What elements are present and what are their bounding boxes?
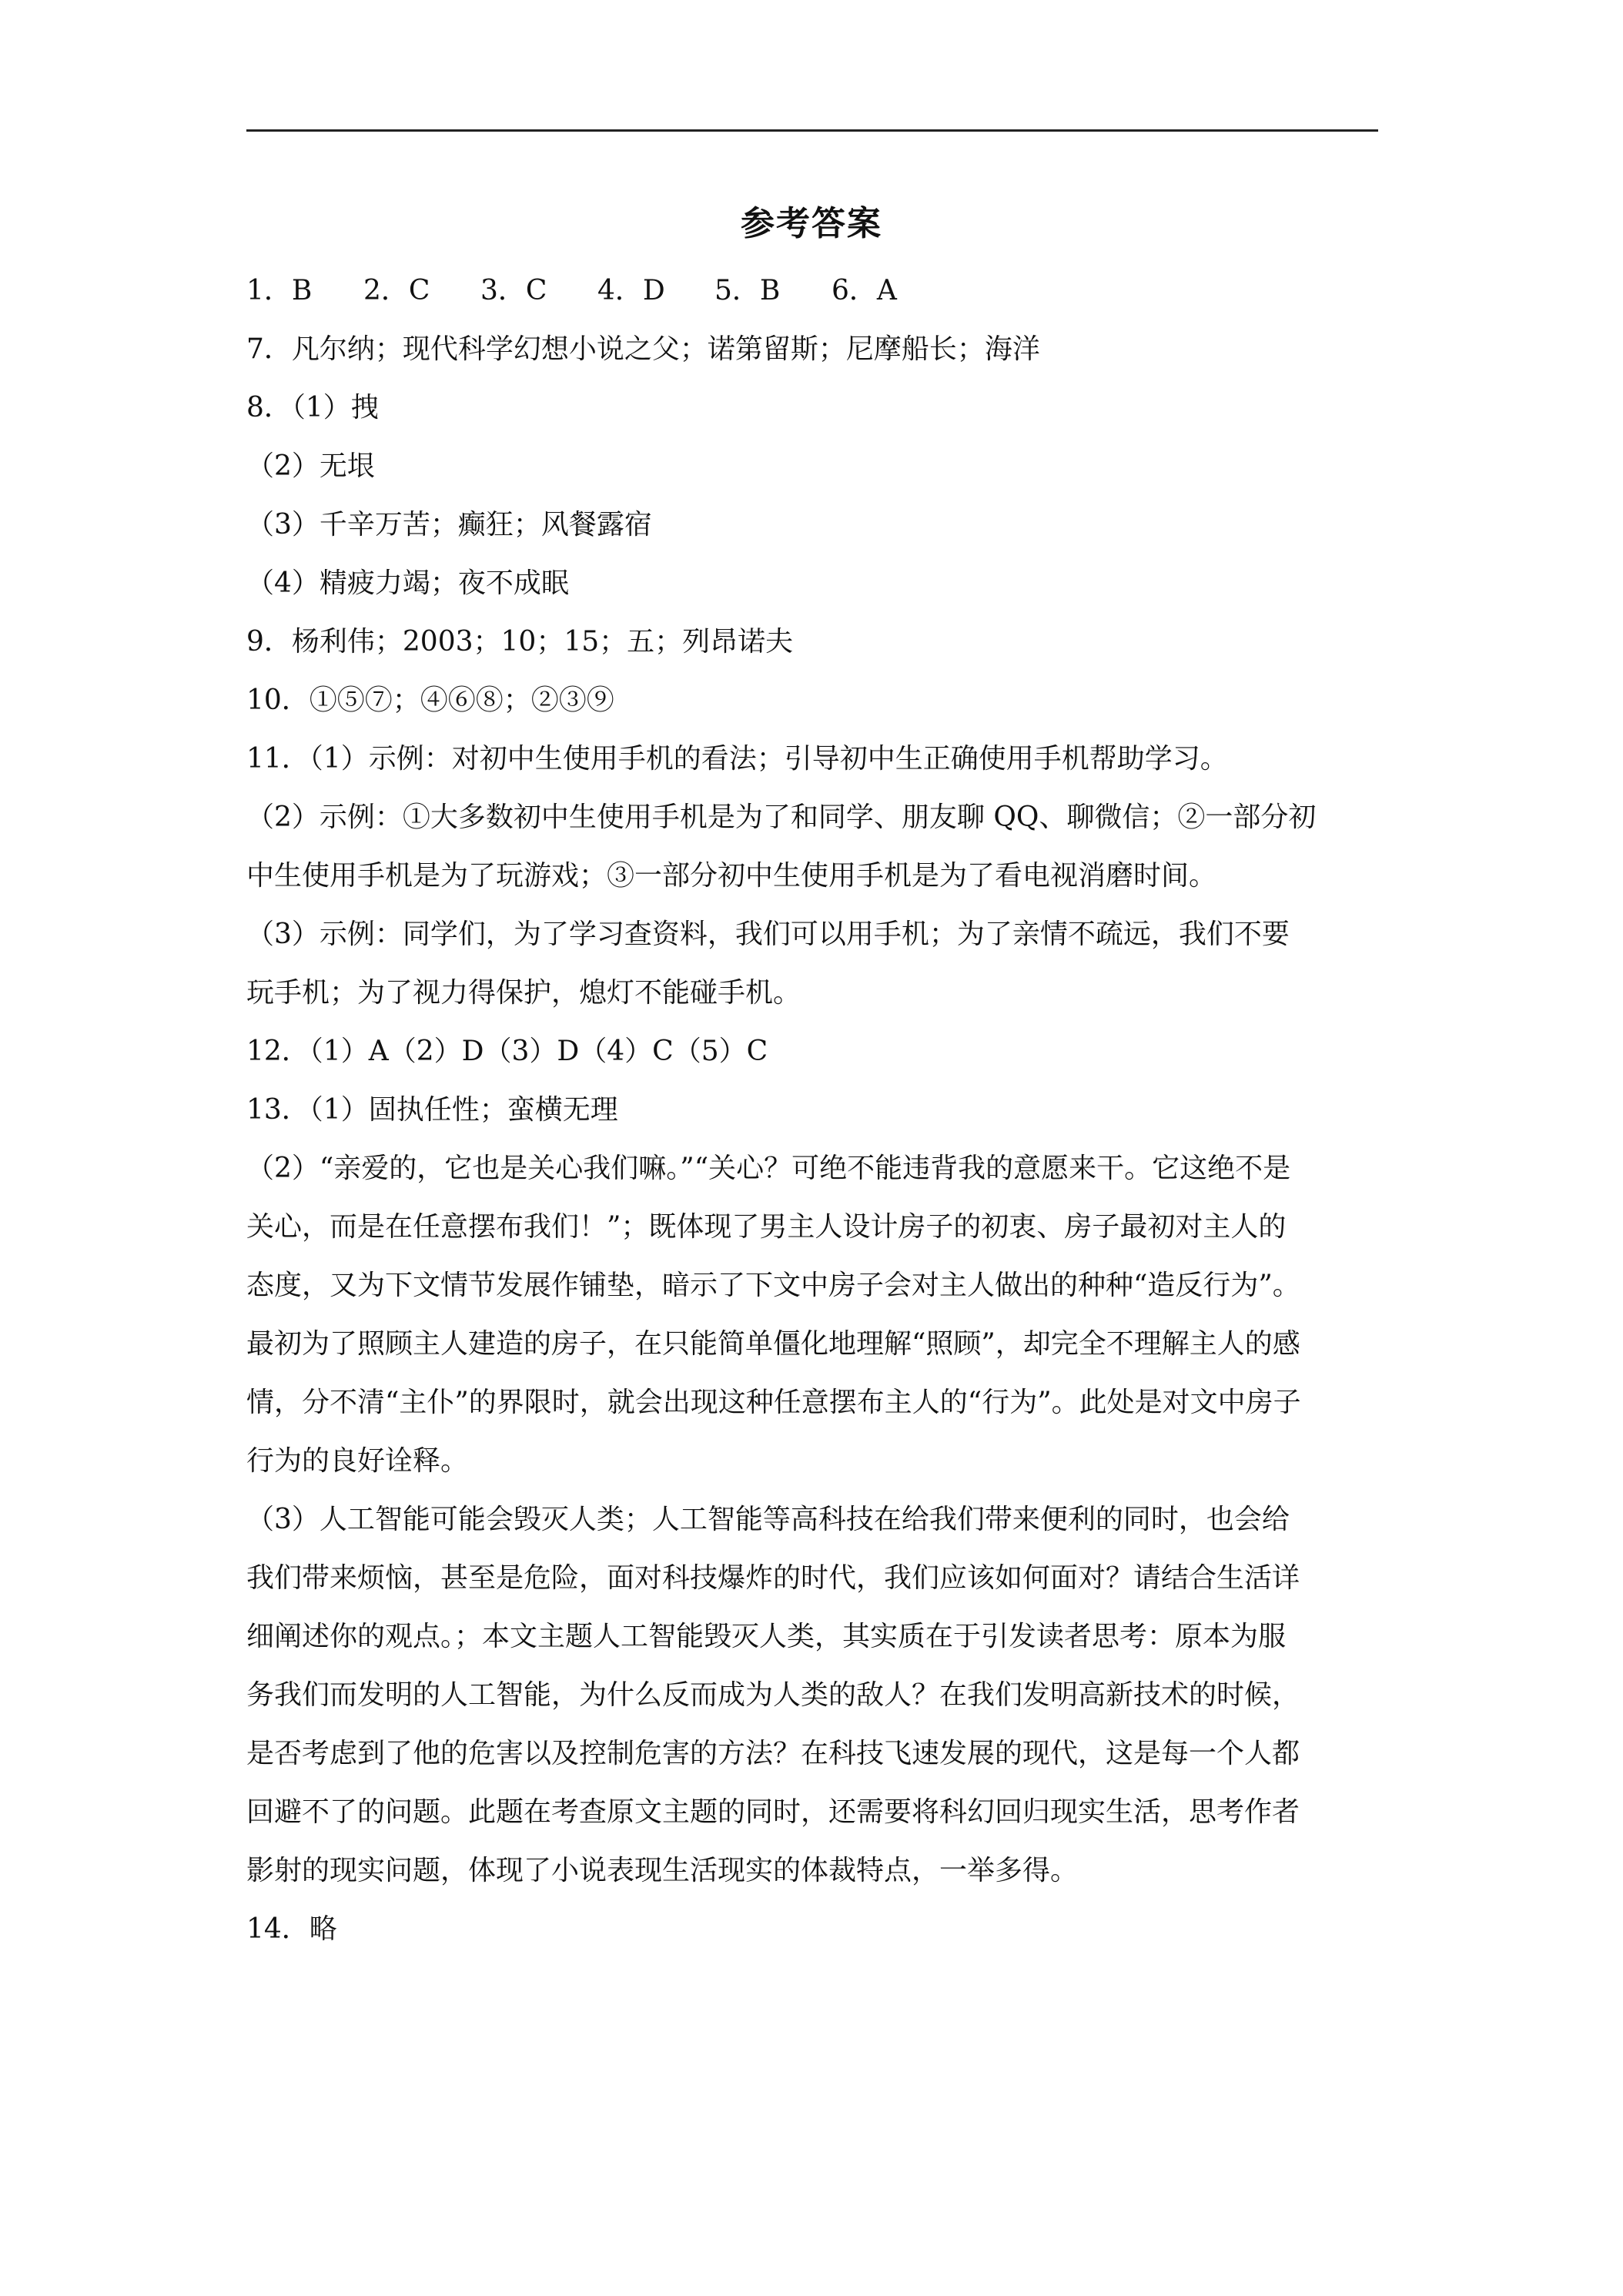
answer-line-q13-2f: 行为的良好诠释。: [246, 1445, 469, 1477]
answer-line-q9: 9．杨利伟；2003；10；15；五；列昂诺夫: [246, 626, 794, 658]
answer-line-q13-2e: 情，分不清“主仆”的界限时，就会出现这种任意摆布主人的“行为”。此处是对文中房子: [246, 1387, 1301, 1418]
answer-line-q13-3e: 是否考虑到了他的危害以及控制危害的方法？在科技飞速发展的现代，这是每一个人都: [246, 1738, 1300, 1769]
answer-line-q13-3g: 影射的现实问题，体现了小说表现生活现实的体裁特点，一举多得。: [246, 1855, 1079, 1886]
answer-line-q13-3b: 我们带来烦恼，甚至是危险，面对科技爆炸的时代，我们应该如何面对？请结合生活详: [246, 1562, 1300, 1594]
header-rule: [246, 129, 1378, 132]
answer-line-q13-2d: 最初为了照顾主人建造的房子，在只能简单僵化地理解“照顾”，却完全不理解主人的感: [246, 1328, 1300, 1360]
answer-line-q12: 12．（1）A（2）D（3）D（4）C（5）C: [246, 1036, 768, 1067]
answer-line-q11: 11．（1）示例：对初中生使用手机的看法；引导初中生正确使用手机帮助学习。: [246, 743, 1228, 775]
answer-line-q13-3a: （3）人工智能可能会毁灭人类；人工智能等高科技在给我们带来便利的同时，也会给: [246, 1504, 1290, 1535]
mc-answer-4: 4．D: [597, 275, 665, 306]
answer-line-q8-3: （3）千辛万苦；癫狂；风餐露宿: [246, 509, 652, 541]
answer-line-q11-2b: 中生使用手机是为了玩游戏；③一部分初中生使用手机是为了看电视消磨时间。: [246, 860, 1217, 892]
answer-line-q10: 10．①⑤⑦；④⑥⑧；②③⑨: [246, 684, 614, 716]
answer-line-q8-2: （2）无垠: [246, 450, 375, 482]
answer-line-q13-2a: （2）“亲爱的，它也是关心我们嘛。”“关心？可绝不能违背我的意愿来干。它这绝不是: [246, 1153, 1291, 1184]
answer-line-q11-2a: （2）示例：①大多数初中生使用手机是为了和同学、朋友聊 QQ、聊微信；②一部分初: [246, 802, 1317, 833]
answer-line-q13-3c: 细阐述你的观点。；本文主题人工智能毁灭人类，其实质在于引发读者思考：原本为服: [246, 1621, 1287, 1652]
answer-line-q13-2c: 态度，又为下文情节发展作铺垫，暗示了下文中房子会对主人做出的种种“造反行为”。: [246, 1270, 1300, 1301]
answer-line-q13-2b: 关心，而是在任意摆布我们！”；既体现了男主人设计房子的初衷、房子最初对主人的: [246, 1211, 1287, 1243]
answer-line-q14: 14．略: [246, 1913, 337, 1945]
page-title: 参考答案: [741, 204, 882, 243]
mc-answer-1: 1．B: [246, 275, 313, 306]
answer-line-q11-3a: （3）示例：同学们，为了学习查资料，我们可以用手机；为了亲情不疏远，我们不要: [246, 919, 1290, 950]
answer-line-q11-3b: 玩手机；为了视力得保护，熄灯不能碰手机。: [246, 977, 801, 1009]
mc-answer-6: 6．A: [832, 275, 897, 306]
answer-line-q13: 13．（1）固执任性；蛮横无理: [246, 1094, 618, 1126]
answer-line-q13-3d: 务我们而发明的人工智能，为什么反而成为人类的敌人？在我们发明高新技术的时候，: [246, 1679, 1300, 1711]
mc-answer-2: 2．C: [363, 275, 430, 306]
multiple-choice-answers: [246, 262, 1378, 320]
answer-body: [246, 262, 1378, 1959]
answer-line-q13-3f: 回避不了的问题。此题在考查原文主题的同时，还需要将科幻回归现实生活，思考作者: [246, 1796, 1300, 1828]
answer-line-q8: 8．（1）拽: [246, 392, 379, 423]
mc-answer-5: 5．B: [714, 275, 781, 306]
mc-answer-3: 3．C: [480, 275, 547, 306]
answer-line-q7: 7．凡尔纳；现代科学幻想小说之父；诺第留斯；尼摩船长；海洋: [246, 333, 1040, 365]
answer-line-q8-4: （4）精疲力竭；夜不成眠: [246, 567, 569, 599]
